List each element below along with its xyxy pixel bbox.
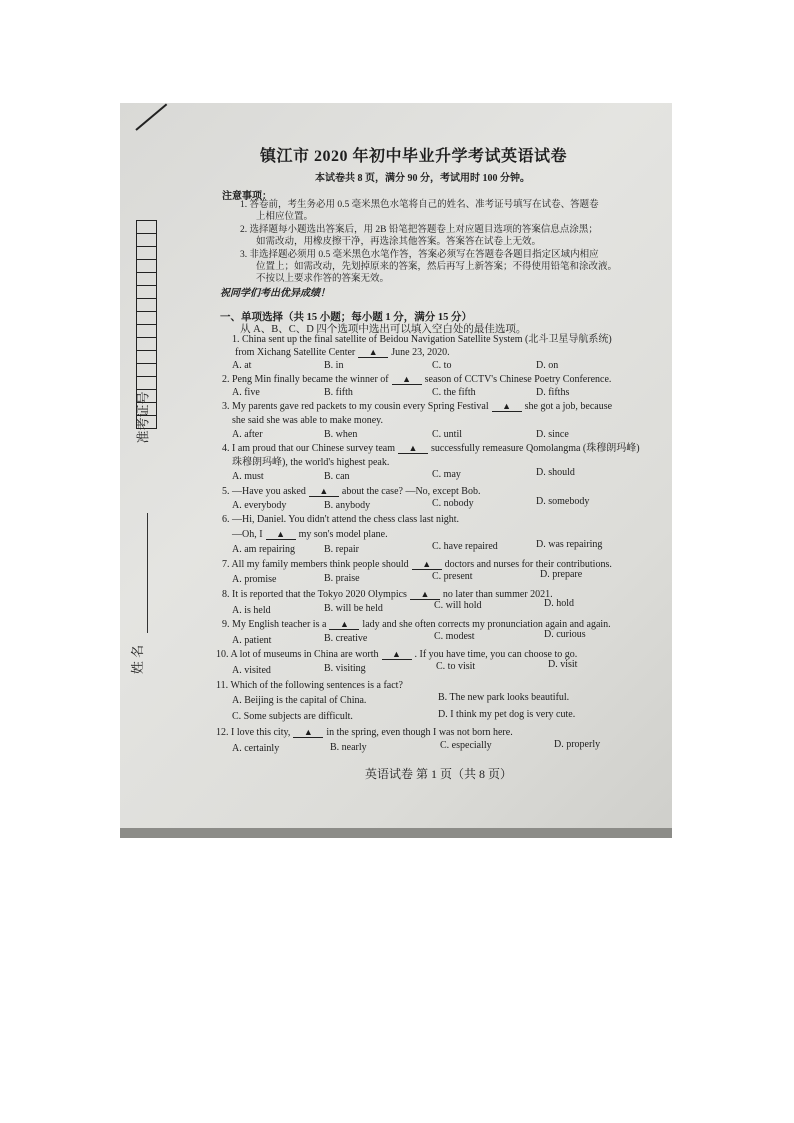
option: C. present	[432, 571, 473, 582]
option: C. to visit	[436, 661, 476, 672]
option: A. is held	[232, 605, 271, 616]
option: C. the fifth	[432, 387, 476, 398]
option: C. nobody	[432, 498, 474, 509]
notes-heading: 注意事项：	[222, 191, 272, 202]
good-luck-text: 祝同学们考出优异成绩！	[220, 288, 330, 299]
option: D. should	[536, 467, 575, 478]
option: B. creative	[324, 633, 368, 644]
option: C. modest	[434, 631, 475, 642]
answer-blank: ▲	[412, 560, 442, 570]
answer-blank: ▲	[398, 444, 428, 454]
option: D. properly	[554, 739, 601, 750]
option: C. may	[432, 469, 461, 480]
pen-mark	[135, 104, 167, 131]
section-instruction: 从 A、B、C、D 四个选项中选出可以填入空白处的最佳选项。	[240, 324, 527, 335]
answer-blank: ▲	[382, 650, 412, 660]
option: B. when	[324, 429, 358, 440]
option: A. visited	[232, 665, 271, 676]
option: C. Some subjects are difficult.	[232, 711, 353, 722]
answer-blank: ▲	[492, 402, 522, 412]
question-11: 11. Which of the following sentences is a fact?	[216, 680, 403, 691]
question-5: 5. —Have you asked ▲ about the case? —No, except Bob.	[222, 486, 481, 497]
option: C. especially	[440, 740, 492, 751]
option: C. until	[432, 429, 463, 440]
page-footer: 英语试卷 第 1 页（共 8 页）	[365, 767, 513, 781]
option: C. have repaired	[432, 541, 498, 552]
option: A. five	[232, 387, 260, 398]
answer-blank: ▲	[293, 728, 323, 738]
question-6-line2: —Oh, I ▲ my son's model plane.	[232, 529, 388, 540]
note-line: 3. 非选择题必须用 0.5 毫米黑色水笔作答，答案必须写在答题卷各题目指定区域内相应	[240, 250, 599, 260]
answer-blank: ▲	[410, 590, 440, 600]
question-3-line2: she said she was able to make money.	[232, 415, 383, 426]
page-subtitle: 本试卷共 8 页，满分 90 分，考试用时 100 分钟。	[315, 173, 530, 184]
option: A. certainly	[232, 743, 280, 754]
option: C. to	[432, 360, 452, 371]
note-line: 2. 选择题每小题选出答案后，用 2B 铅笔把答题卷上对应题目选项的答案信息点涂黑；	[240, 225, 598, 235]
option: A. everybody	[232, 500, 287, 511]
option: B. repair	[324, 544, 359, 555]
name-line	[147, 513, 148, 633]
note-line: 不按以上要求作答的答案无效。	[256, 274, 390, 284]
answer-blank: ▲	[392, 375, 422, 385]
question-9: 9. My English teacher is a ▲ lady and she often corrects my pronunciation again and again.	[222, 619, 611, 630]
question-2: 2. Peng Min finally became the winner of ▲ season of CCTV's Chinese Poetry Conference.	[222, 374, 612, 385]
exam-id-label: 准考证号	[135, 391, 151, 444]
question-1-line2: from Xichang Satellite Center ▲ June 23, 2020.	[235, 347, 450, 358]
option: B. nearly	[330, 742, 367, 753]
note-line: 1. 答卷前，考生务必用 0.5 毫米黑色水笔将自己的姓名、准考证号填写在试卷、答题卷	[240, 200, 599, 210]
option: A. patient	[232, 635, 272, 646]
option: D. curious	[544, 629, 586, 640]
question-1: 1. China sent up the final satellite of Beidou Navigation Satellite System (北斗卫星导航系统)	[232, 334, 612, 345]
option: A. Beijing is the capital of China.	[232, 695, 367, 706]
note-line: 上相应位置。	[256, 212, 314, 222]
option: B. will be held	[324, 603, 383, 614]
option: D. since	[536, 429, 569, 440]
question-4: 4. I am proud that our Chinese survey team ▲ successfully remeasure Qomolangma (珠穆朗玛峰)	[222, 443, 640, 454]
option: D. somebody	[536, 496, 590, 507]
answer-blank: ▲	[266, 530, 296, 540]
option: A. promise	[232, 574, 277, 585]
answer-blank: ▲	[329, 620, 359, 630]
option: B. in	[324, 360, 344, 371]
name-label: 姓 名	[130, 644, 146, 675]
option: A. must	[232, 471, 264, 482]
option: B. visiting	[324, 663, 366, 674]
option: A. after	[232, 429, 263, 440]
question-7: 7. All my family members think people should ▲ doctors and nurses for their contributions.	[222, 559, 612, 570]
option: A. am repairing	[232, 544, 296, 555]
option: D. was repairing	[536, 539, 603, 550]
option: B. anybody	[324, 500, 371, 511]
option: D. I think my pet dog is very cute.	[438, 709, 576, 720]
option: C. will hold	[434, 600, 482, 611]
option: B. can	[324, 471, 350, 482]
question-3: 3. My parents gave red packets to my cousin every Spring Festival ▲ she got a job, because	[222, 401, 613, 412]
option: D. fifths	[536, 387, 570, 398]
option: D. on	[536, 360, 559, 371]
option: D. visit	[548, 659, 578, 670]
page-title: 镇江市 2020 年初中毕业升学考试英语试卷	[260, 148, 568, 165]
option: B. The new park looks beautiful.	[438, 692, 570, 703]
answer-blank: ▲	[358, 348, 388, 358]
question-6: 6. —Hi, Daniel. You didn't attend the chess class last night.	[222, 514, 460, 525]
photo-bottom-edge	[120, 828, 672, 838]
option: D. hold	[544, 598, 574, 609]
exam-photo	[120, 103, 672, 838]
option: A. at	[232, 360, 252, 371]
section-heading: 一、单项选择（共 15 小题；每小题 1 分，满分 15 分）	[220, 312, 472, 323]
question-4-line2: 珠穆朗玛峰), the world's highest peak.	[232, 457, 390, 468]
option: B. fifth	[324, 387, 353, 398]
note-line: 如需改动，用橡皮擦干净，再选涂其他答案。答案答在试卷上无效。	[256, 237, 542, 247]
answer-blank: ▲	[309, 487, 339, 497]
question-10: 10. A lot of museums in China are worth ▲ . If you have time, you can choose to go.	[216, 649, 578, 660]
question-8: 8. It is reported that the Tokyo 2020 Olympics ▲ no later than summer 2021.	[222, 589, 553, 600]
option: B. praise	[324, 573, 360, 584]
option: D. prepare	[540, 569, 583, 580]
note-line: 位置上；如需改动，先划掉原来的答案，然后再写上新答案；不得使用铅笔和涂改液。	[256, 262, 618, 272]
question-12: 12. I love this city, ▲ in the spring, even though I was not born here.	[216, 727, 513, 738]
